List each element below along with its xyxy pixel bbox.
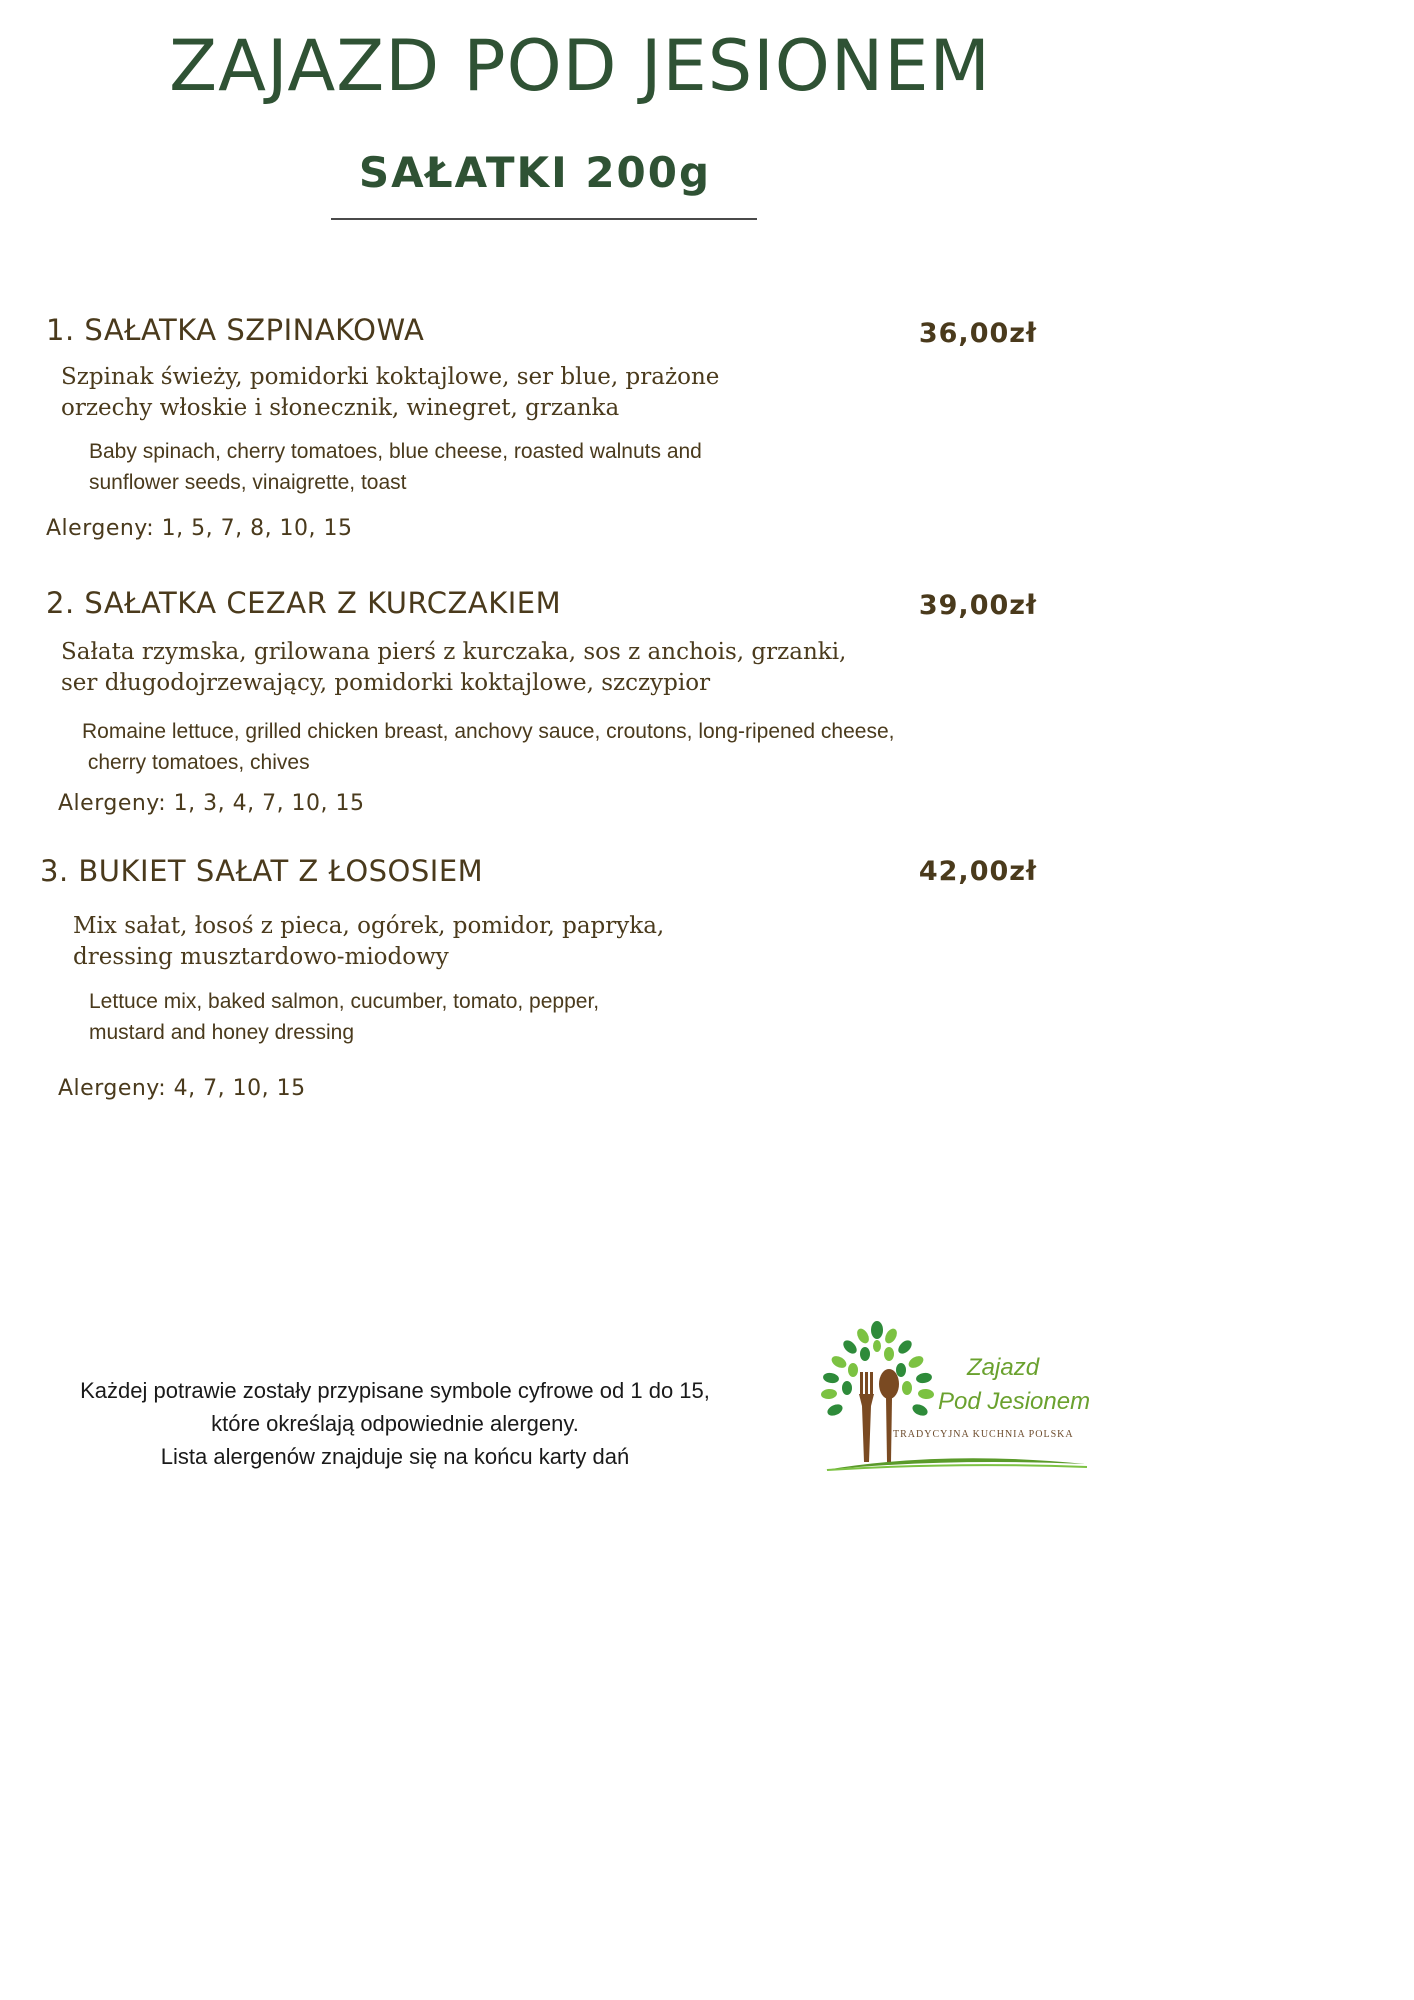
item-description-en: Lettuce mix, baked salmon, cucumber, tomato, pepper, mustard and honey dressing <box>89 990 600 1044</box>
item-price: 36,00zł <box>918 318 1037 349</box>
restaurant-title: ZAJAZD POD JESIONEM <box>169 25 991 107</box>
item-allergens: Alergeny: 1, 3, 4, 7, 10, 15 <box>58 791 365 816</box>
logo-tagline: TRADYCYJNA KUCHNIA POLSKA <box>893 1429 1074 1440</box>
item-description-pl: Mix sałat, łosoś z pieca, ogórek, pomidor, papryka, dressing musztardowo-miodowy <box>73 913 665 970</box>
item-description-pl: Sałata rzymska, grilowana pierś z kurczaka, sos z anchois, grzanki, ser długodojrzewający, pomidorki koktajlowe, szczypior <box>61 639 847 696</box>
item-price: 42,00zł <box>918 856 1037 887</box>
item-name: 1. SAŁATKA SZPINAKOWA <box>46 313 425 347</box>
restaurant-logo <box>805 1312 1095 1482</box>
item-description-en: Baby spinach, cherry tomatoes, blue cheese, roasted walnuts and sunflower seeds, vinaigrette, toast <box>89 440 702 494</box>
section-title: SAŁATKI 200g <box>358 148 712 197</box>
allergen-footnote: Każdej potrawie zostały przypisane symbole cyfrowe od 1 do 15, które określają odpowiednie alergeny. Lista alergenów znajduje się na końcu karty dań <box>80 1378 710 1469</box>
item-name: 2. SAŁATKA CEZAR Z KURCZAKIEM <box>46 586 562 620</box>
item-name: 3. BUKIET SAŁAT Z ŁOSOSIEM <box>40 854 484 888</box>
item-allergens: Alergeny: 1, 5, 7, 8, 10, 15 <box>46 516 353 541</box>
logo-name-line2: Pod Jesionem <box>938 1388 1091 1415</box>
item-price: 39,00zł <box>918 590 1037 621</box>
item-allergens: Alergeny: 4, 7, 10, 15 <box>58 1076 306 1101</box>
section-title-underline <box>331 218 757 220</box>
logo-name-line1: Zajazd <box>967 1354 1040 1381</box>
item-description-en: Romaine lettuce, grilled chicken breast, anchovy sauce, croutons, long-ripened cheese, cherry tomatoes, chives <box>82 720 895 774</box>
item-description-pl: Szpinak świeży, pomidorki koktajlowe, ser blue, prażone orzechy włoskie i słonecznik, winegret, grzanka <box>61 364 720 421</box>
